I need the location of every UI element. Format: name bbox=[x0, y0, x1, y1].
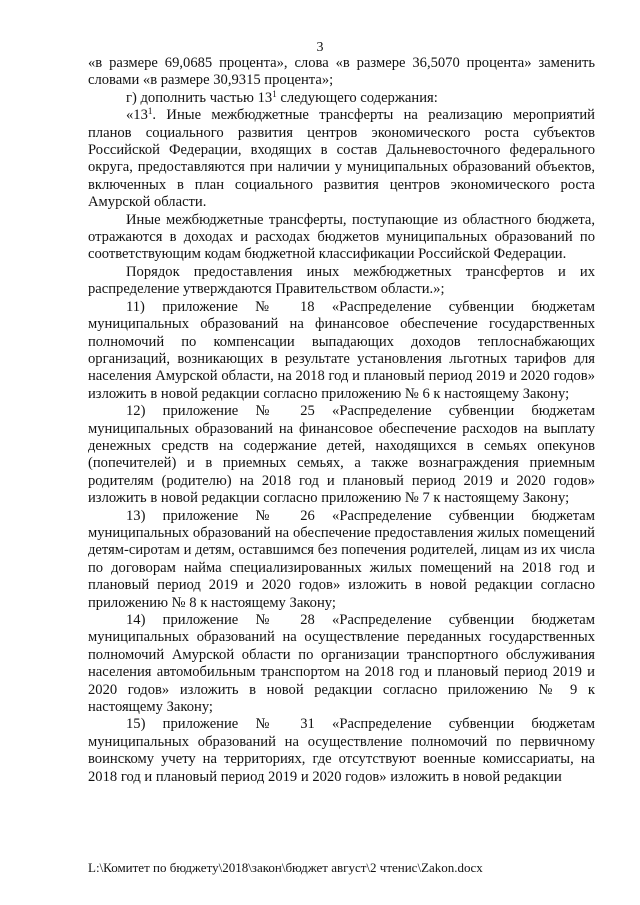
paragraph-part-13-1-pre: «13 bbox=[126, 107, 148, 124]
superscript-one: 1 bbox=[272, 88, 277, 99]
paragraph-item-11: 11) приложение № 18 «Распределение субвенции бюджетам муниципальных образований на финансовое обеспечение государственных полномочий по компенсации выпадающих доходов теплоснабжающих организаций, возникающих в результате установления льготных тарифов для населения Амурской области, на 2018 год и плановый период 2019 и 2020 годов» изложить в новой редакции согласно приложению № 6 к настоящему Закону; bbox=[88, 298, 595, 402]
paragraph-procedure: Порядок предоставления иных межбюджетных трансфертов и их распределение утверждаются Правительством области.»; bbox=[88, 263, 595, 298]
paragraph-item-12: 12) приложение № 25 «Распределение субвенции бюджетам муниципальных образований на финансовое обеспечение расходов на выплату денежных средств на содержание детей, находящихся в семьях опекунов (попечителей) и в приемных семьях, а также вознаграждения приемным родителям (родителю) на 2018 год и плановый период 2019 и 2020 годов» изложить в новой редакции согласно приложению № 7 к настоящему Закону; bbox=[88, 403, 595, 507]
footer-file-path: L:\Комитет по бюджету\2018\закон\бюджет август\2 чтенис\Zakon.docx bbox=[88, 860, 483, 875]
paragraph-part-13-1 bbox=[88, 107, 595, 211]
page-number: 3 bbox=[316, 40, 324, 55]
paragraph-part-13-1-post: . Иные межбюджетные трансферты на реализацию мероприятий планов социального развития центров экономического роста субъектов Российской Федерации, входящих в состав Дальневосточного федерального округа, предоставляются при наличии у муниципальных образований объектов, включенных в план социального развития центров экономического роста Амурской области. bbox=[88, 107, 595, 211]
paragraph-transfers-reflected: Иные межбюджетные трансферты, поступающие из областного бюджета, отражаются в доходах и расходах бюджетов муниципальных образований по соответствующим кодам бюджетной классификации Российской Федерации. bbox=[88, 211, 595, 263]
paragraph-item-14: 14) приложение № 28 «Распределение субвенции бюджетам муниципальных образований на осуществление переданных государственных полномочий Амурской области по организации транспортного обслуживания населения автомобильным транспортом на 2018 год и плановый период 2019 и 2020 годов» изложить в новой редакции согласно приложению № 9 к настоящему Закону; bbox=[88, 612, 595, 716]
superscript-one: 1 bbox=[147, 106, 153, 117]
paragraph-item-g-post: следующего содержания: bbox=[276, 89, 438, 106]
paragraph-item-15: 15) приложение № 31 «Распределение субвенции бюджетам муниципальных образований на осуществление полномочий по первичному воинскому учету на территориях, где отсутствуют военные комиссариаты, на 2018 год и плановый период 2019 и 2020 годов» изложить в новой редакции bbox=[88, 716, 595, 785]
paragraph-item-13: 13) приложение № 26 «Распределение субвенции бюджетам муниципальных образований на обеспечение предоставления жилых помещений детям-сиротам и детям, оставшимся без попечения родителей, лицам из их числа по договорам найма специализированных жилых помещений на 2018 год и плановый период 2019 и 2020 годов» изложить в новой редакции согласно приложению № 8 к настоящему Закону; bbox=[88, 507, 595, 611]
paragraph-item-g bbox=[88, 90, 595, 107]
paragraph-item-g-pre: г) дополнить частью 13 bbox=[126, 89, 273, 106]
document-body bbox=[88, 55, 595, 786]
paragraph-continuation: «в размере 69,0685 процента», слова «в размере 36,5070 процента» заменить словами «в размере 30,9315 процента»; bbox=[88, 55, 595, 89]
